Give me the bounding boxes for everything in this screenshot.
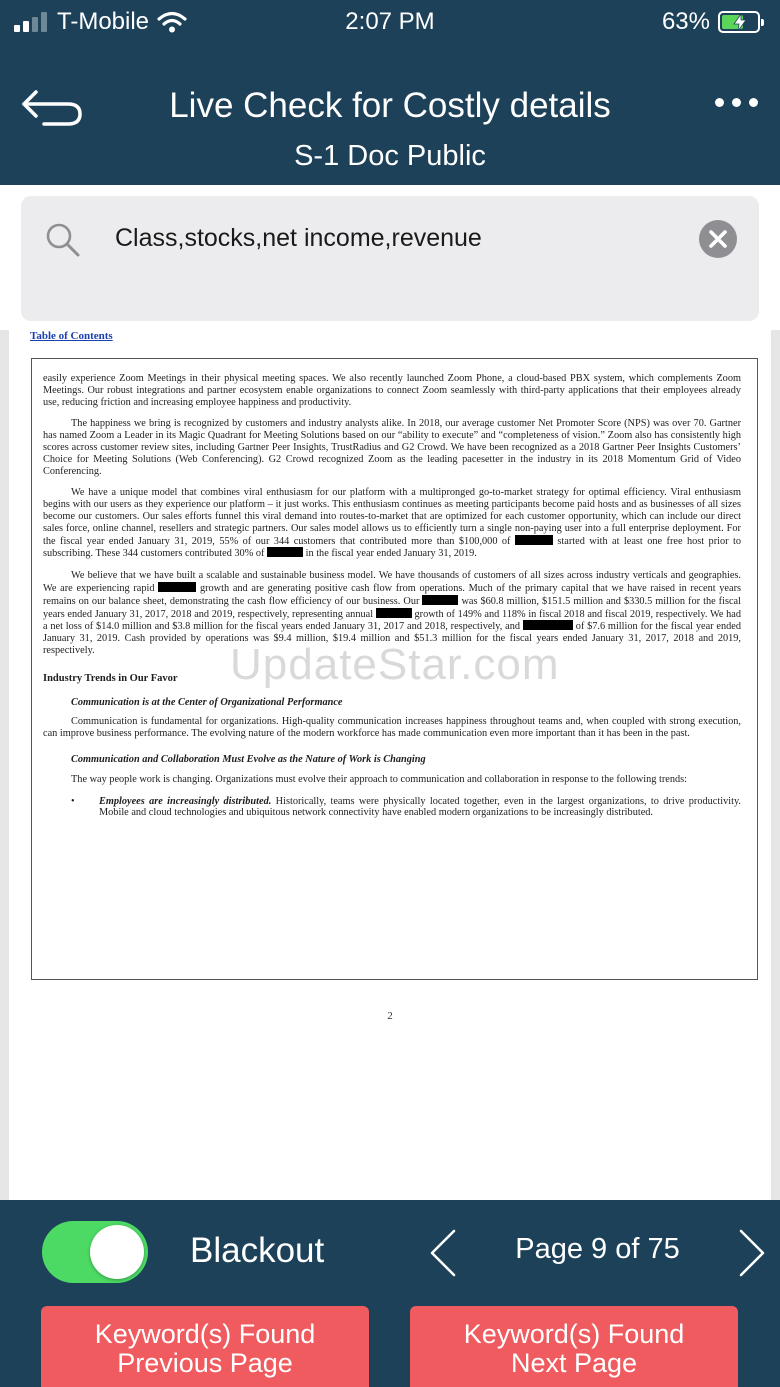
- redaction-block: [158, 582, 196, 592]
- doc-paragraph: Communication is fundamental for organizations. High-quality communication increases happiness throughout teams and, when coupled with strong execution, can improve business performance. The evolving nature of the modern workforce has made communication even more important than it has been in the past.: [43, 716, 741, 740]
- redaction-block: [267, 547, 303, 557]
- more-icon[interactable]: [715, 98, 758, 107]
- doc-subheading: Communication is at the Center of Organizational Performance: [71, 696, 343, 708]
- charging-bolt-icon: [732, 14, 748, 31]
- doc-paragraph: We have a unique model that combines viral enthusiasm for our platform with a multipronged go-to-market strategy for optimal efficiency. Viral enthusiasm begins with our users as they experience our platform – it just works. This enthusiasm continues as meeting participants become paid hosts and as businesses of all sizes become our customers. Our sales efforts funnel this viral demand into routes-to-market that are optimized for each customer opportunity, which can include our direct sales force, online channel, resellers and strategic partners. Our sales model allows us to efficiently turn a single non-paying user into a full enterprise deployment. For the fiscal year ended January 31, 2019, 55% of our 344 customers that contributed more than $100,000 of started with at least one free host prior to subscribing. These 344 customers contributed 30% of in the fiscal year ended January 31, 2019.: [43, 487, 742, 560]
- search-input[interactable]: [21, 196, 759, 321]
- carrier-name: T-Mobile: [57, 8, 150, 35]
- battery-percent: 63%: [661, 8, 710, 35]
- redaction-block: [515, 535, 553, 545]
- doc-page-number: 2: [387, 1010, 393, 1022]
- bullet-marker: •: [71, 795, 75, 807]
- doc-subheading: Communication and Collaboration Must Evolve as the Nature of Work is Changing: [71, 753, 426, 765]
- table-of-contents-link[interactable]: Table of Contents: [30, 330, 113, 342]
- blackout-label: Blackout: [190, 1231, 325, 1270]
- chevron-left-icon[interactable]: [426, 1228, 460, 1278]
- doc-paragraph: We believe that we have built a scalable and sustainable business model. We have thousands of customers of all sizes across industry verticals and geographies. We are experiencing rapid growth and are generating positive cash flow from operations. Much of the primary capital that we have raised in recent years remains on our balance sheet, demonstrating the cash flow efficiency of our business. Our was $60.8 million, $151.5 million and $330.5 million for the fiscal years ended January 31, 2017, 2018 and 2019, respectively, representing annual growth of 149% and 118% in fiscal 2018 and fiscal 2019, respectively. We had a net loss of $14.0 million and $3.8 million for the fiscal years ended January 31, 2017 and 2018, respectively, and of $7.6 million for the fiscal year ended January 31, 2019. Cash provided by operations was $9.4 million, $19.4 million and $51.3 million for the fiscal years ended January 31, 2017, 2018 and 2019, respectively.: [43, 570, 742, 656]
- redaction-block: [523, 620, 573, 630]
- page-indicator: Page 9 of 75: [515, 1233, 680, 1265]
- keyword-previous-page-button[interactable]: Keyword(s) Found Previous Page: [41, 1306, 369, 1387]
- battery-icon: [718, 11, 760, 33]
- search-area: [0, 185, 780, 330]
- page-title: Live Check for Costly details: [169, 86, 611, 125]
- clear-icon[interactable]: [699, 220, 737, 258]
- search-icon: [45, 222, 81, 258]
- doc-paragraph: easily experience Zoom Meetings in their physical meeting spaces. We also recently launched Zoom Phone, a cloud-based PBX system, which complements Zoom Meetings. Our robust integrations and partner ecosystem enable organizations to connect Zoom seamlessly with third-party applications that their employees already use, reducing friction and increasing employee happiness and productivity.: [43, 373, 741, 408]
- redaction-block: [376, 608, 412, 618]
- blackout-toggle[interactable]: [42, 1221, 148, 1283]
- keyword-next-page-button[interactable]: Keyword(s) Found Next Page: [410, 1306, 738, 1387]
- doc-paragraph: The happiness we bring is recognized by customers and industry analysts alike. In 2018, our average customer Net Promoter Score (NPS) was over 70. Gartner has named Zoom a Leader in its Magic Quadrant for Meeting Solutions based on our “ability to execute” and “completeness of vision.” Zoom also has consistently high scores across customer review sites, including Gartner Peer Insights, TrustRadius and G2 Crowd. We have been recognized as a 2018 Gartner Peer Insights Customers’ Choice for Meeting Solutions (Web Conferencing). G2 Crowd recognized Zoom as the leading pacesetter in the industry in its 2018 Momentum Grid of Video Conferencing.: [43, 418, 741, 477]
- watermark: UpdateStar.com: [230, 640, 560, 689]
- clock: 2:07 PM: [345, 8, 435, 35]
- search-query[interactable]: Class,stocks,net income,revenue: [115, 224, 482, 252]
- chevron-right-icon[interactable]: [735, 1228, 769, 1278]
- status-bar: [0, 0, 780, 44]
- page-subtitle: S-1 Doc Public: [294, 140, 486, 172]
- doc-bullet: • Employees are increasingly distributed. Historically, teams were physically located together, even in the largest organizations, to drive productivity. Mobile and cloud technologies and ubiquitous network connectivity have enabled modern organizations to be increasingly distributed.: [71, 795, 741, 819]
- doc-paragraph: The way people work is changing. Organizations must evolve their approach to communication and collaboration in response to the following trends:: [71, 773, 688, 785]
- document-viewer[interactable]: [0, 330, 780, 1200]
- bottom-controls: [0, 1200, 780, 1387]
- redaction-block: [422, 595, 458, 605]
- doc-heading: Industry Trends in Our Favor: [43, 672, 178, 684]
